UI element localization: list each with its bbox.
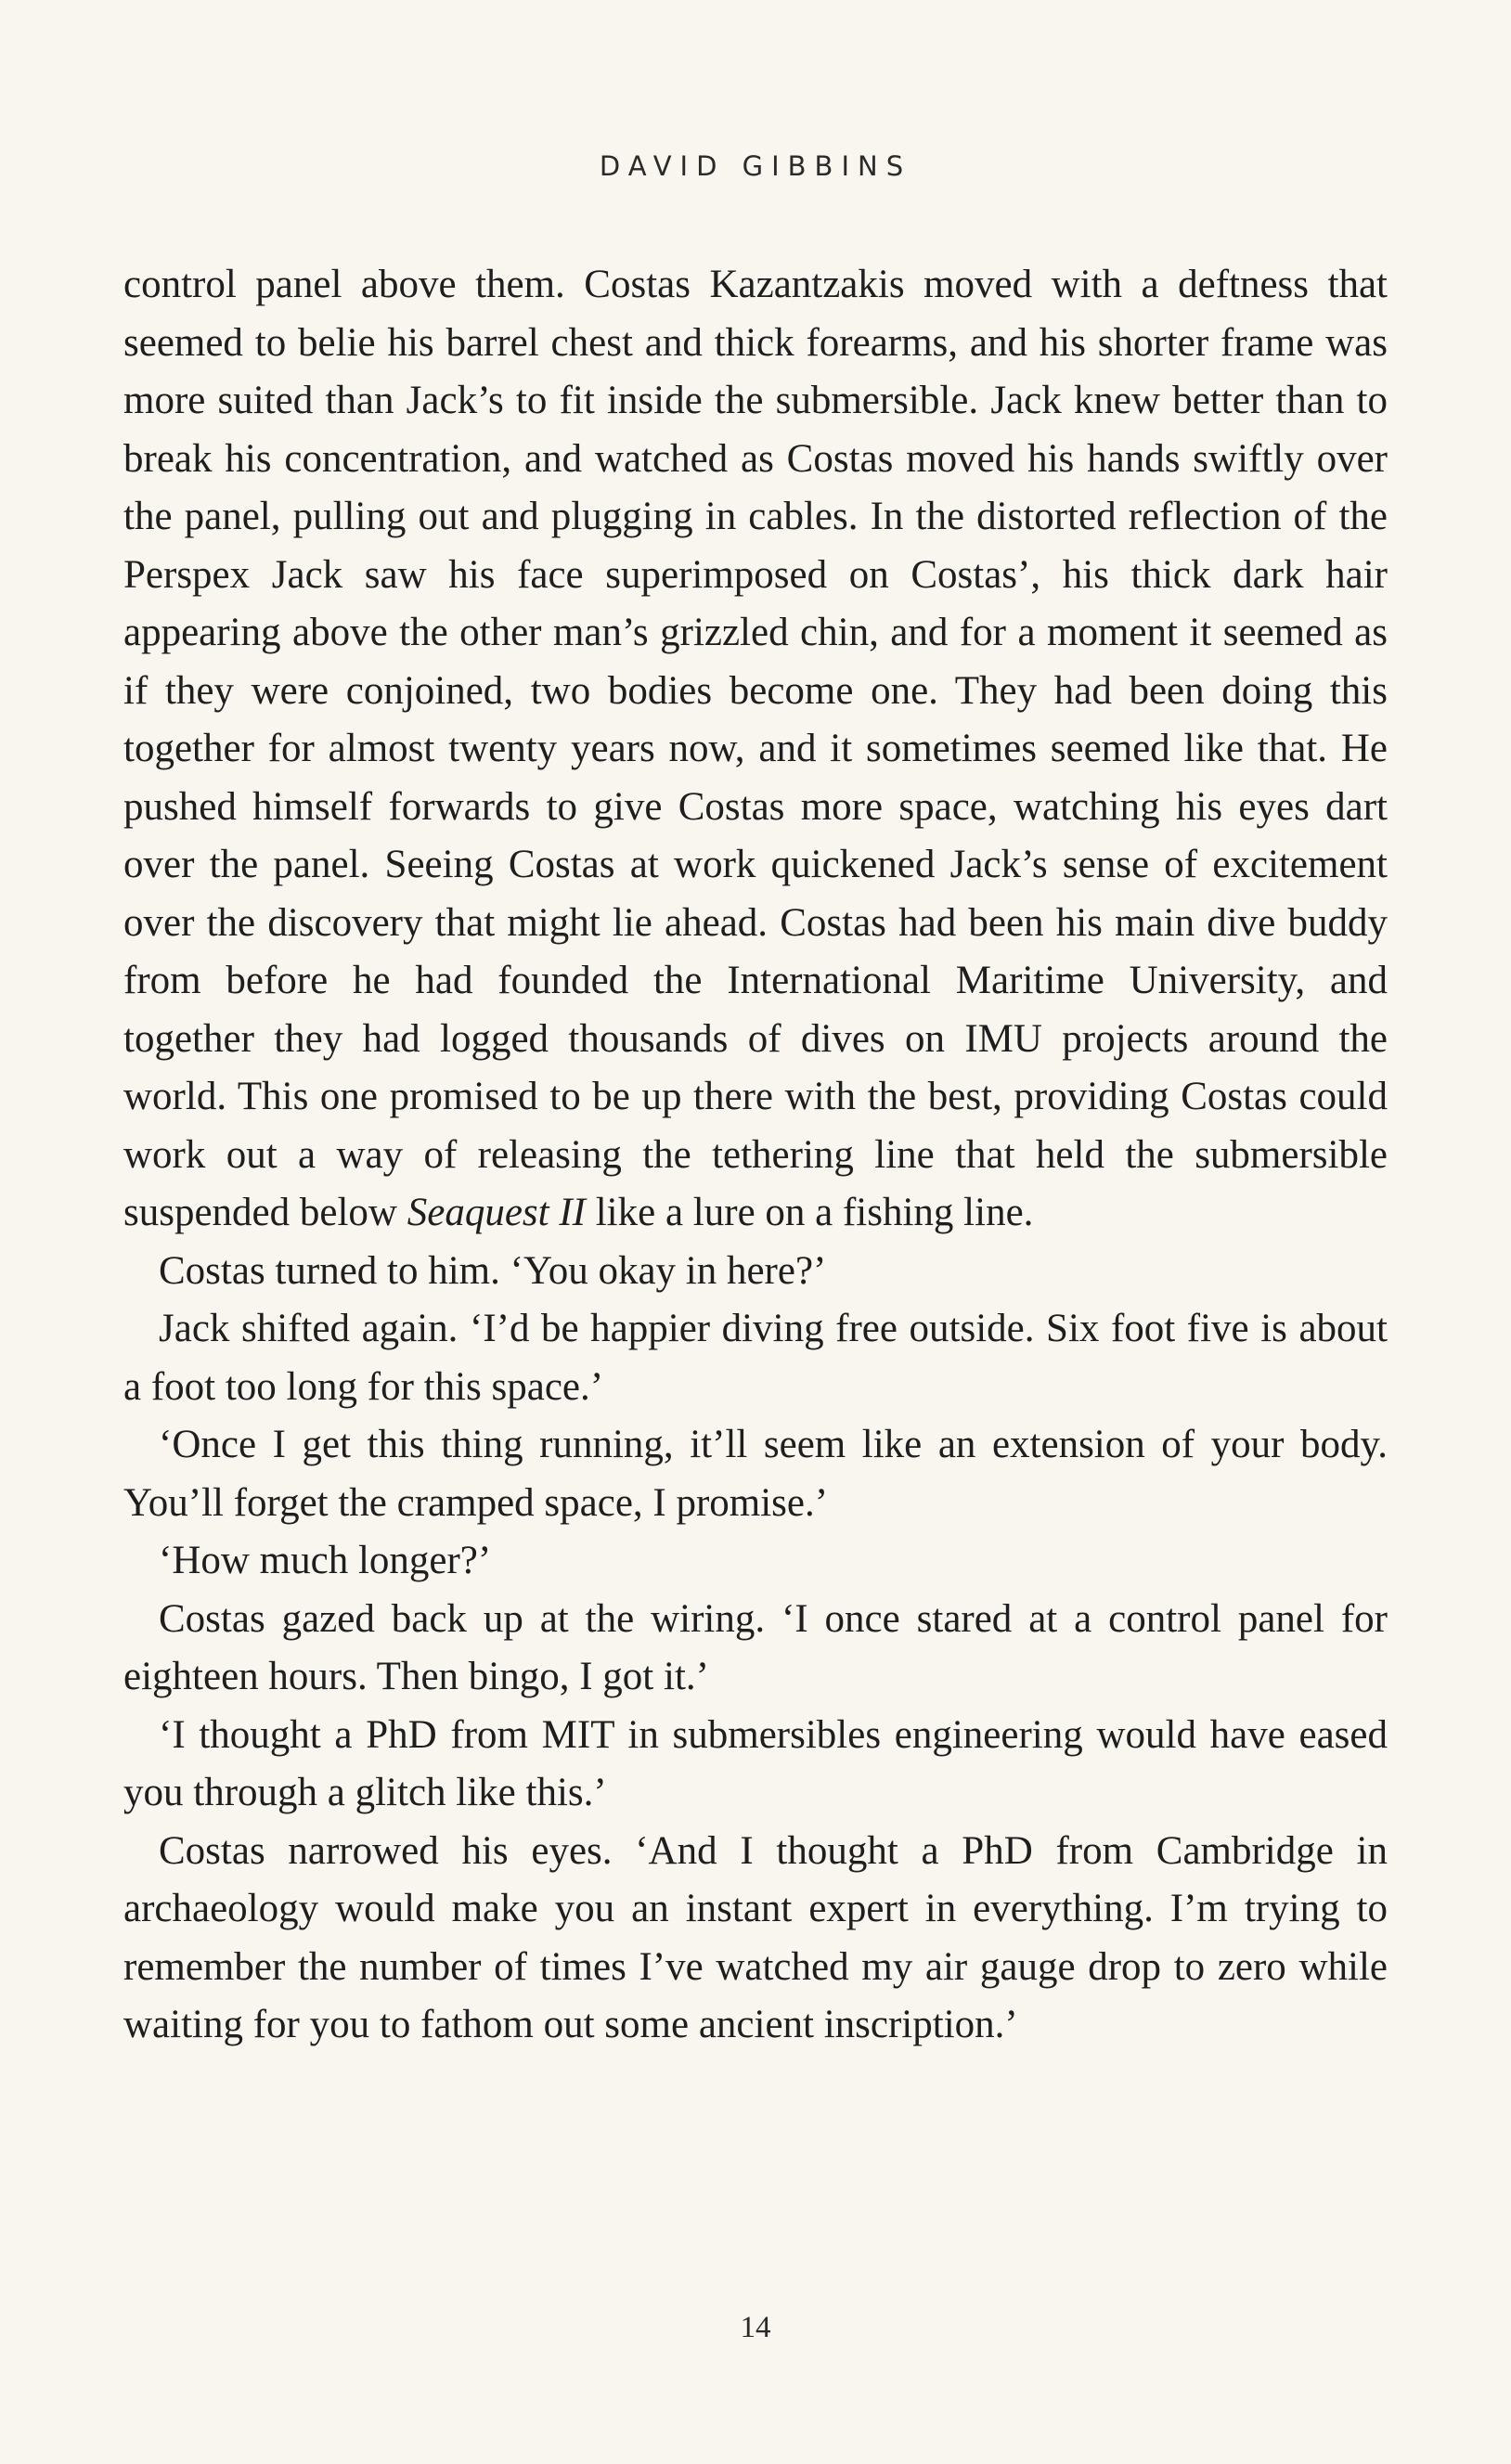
paragraph: Costas turned to him. ‘You okay in here?’ [159,1248,827,1293]
ship-name-italic: Seaquest II [407,1191,586,1234]
paragraph-text: like a lure on a fishing line. [585,1191,1034,1234]
paragraph: Costas gazed back up at the wiring. ‘I once stared at a control panel for eighteen hours. Then bingo, I got it.’ [123,1596,1388,1698]
body-text [123,256,1388,2055]
paragraph: ‘How much longer?’ [159,1539,492,1582]
paragraph: Costas narrowed his eyes. ‘And I thought a PhD from Cambridge in archaeology would make you an instant expert in everything. I’m trying to remember the number of times I’ve watched my air gauge drop to zero while waiting for you to fathom out some ancient inscription.’ [123,1828,1388,2046]
page-number: 14 [740,2311,771,2344]
paragraph-text: control panel above them. Costas Kazantzakis moved with a deftness that seemed to belie his barrel chest and thick forearms, and his shorter frame was more suited than Jack’s to fit inside the submersible. Jack knew better than to break his concentration, and watched as Costas moved his hands swiftly over the panel, pulling out and plugging in cables. In the distorted reflection of the Perspex Jack saw his face superimposed on Costas’, his thick dark hair appearing above the other man’s grizzled chin, and for a moment it seemed as if they were conjoined, two bodies become one. They had been doing this together for almost twenty years now, and it sometimes seemed like that. He pushed himself forwards to give Costas more space, watching his eyes dart over the panel. Seeing Costas at work quickened Jack’s sense of excitement over the discovery that might lie ahead. Costas had been his main dive buddy from before he had founded the International Maritime University, and together they had logged thousands of dives on IMU projects around the world. This one promised to be up there with the best, providing Costas could work out a way of releasing the tethering line that held the submersible suspended below [123,263,1388,1234]
paragraph: ‘Once I get this thing running, it’ll seem like an extension of your body. You’ll forget the cramped space, I promise.’ [123,1423,1388,1525]
paragraph: Jack shifted again. ‘I’d be happier diving free outside. Six foot five is about a foot too long for this space.’ [123,1307,1388,1409]
running-head-author: DAVID GIBBINS [599,150,912,182]
paragraph [123,256,1388,1243]
paragraph: ‘I thought a PhD from MIT in submersibles engineering would have eased you through a glitch like this.’ [123,1712,1388,1814]
